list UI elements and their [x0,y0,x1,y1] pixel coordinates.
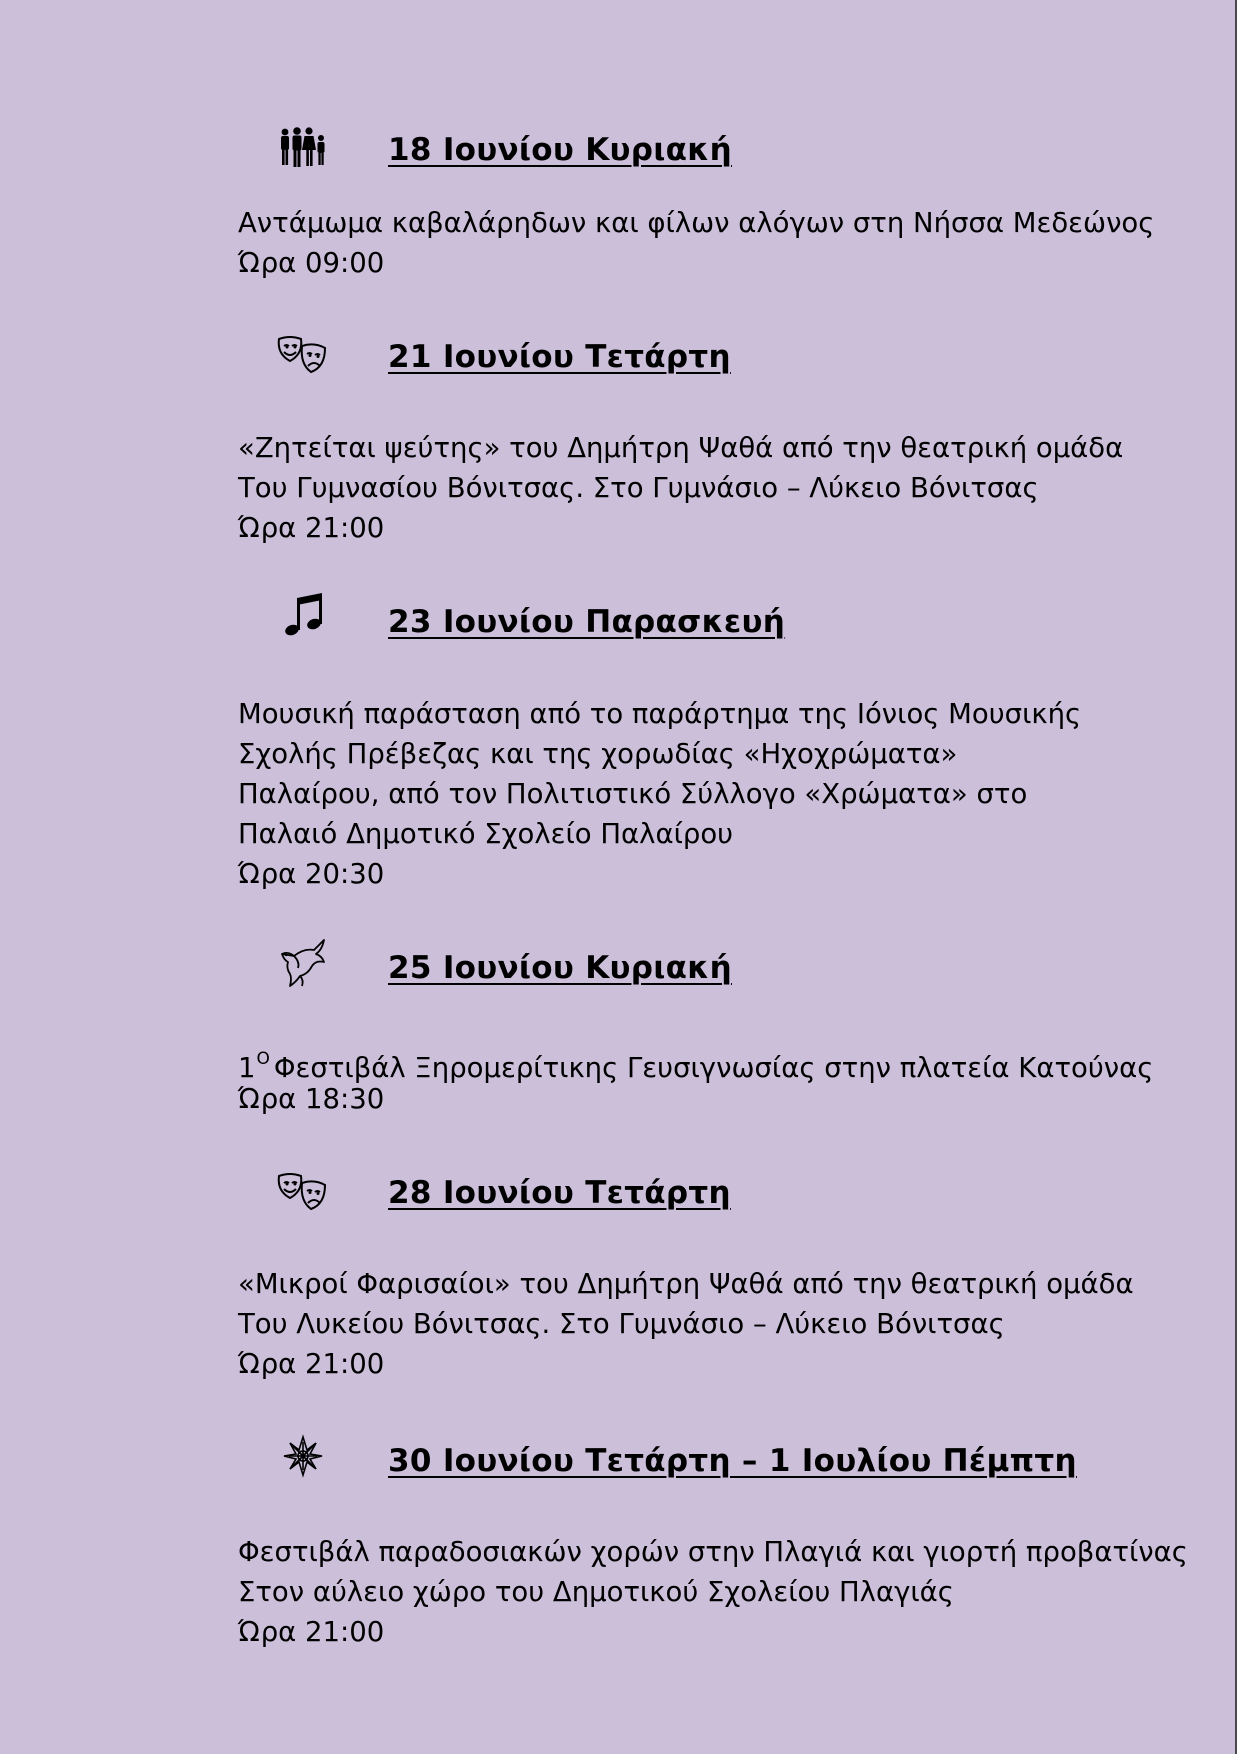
ordinal-number: 1 [238,1052,256,1084]
description-line: «Μικροί Φαρισαίοι» του Δημήτρη Ψαθά από την θεατρική ομάδα [238,1268,1134,1300]
event-time: Ώρα 18:30 [238,1083,385,1115]
event-description [238,694,1081,894]
event-time: Ώρα 20:30 [238,858,385,890]
event-date-heading: 18 Ιουνίου Κυριακή [388,132,732,168]
ordinal-suffix: Ο [256,1049,270,1069]
event-time: Ώρα 21:00 [238,512,385,544]
event-date-heading: 21 Ιουνίου Τετάρτη [388,339,731,375]
description-line: Αντάμωμα καβαλάρηδων και φίλων αλόγων στη Νήσσα Μεδεώνος [238,207,1155,239]
description-line: Του Γυμνασίου Βόνιτσας. Στο Γυμνάσιο – Λύκειο Βόνιτσας [238,472,1039,504]
event-date-heading: 23 Ιουνίου Παρασκευή [388,604,786,640]
description-line: Παλαιό Δημοτικό Σχολείο Παλαίρου [238,818,734,850]
event-description [238,1264,1134,1384]
flower-star-icon [274,1427,332,1485]
event-time: Ώρα 09:00 [238,247,385,279]
description-text: Φεστιβάλ Ξηρομερίτικης Γευσιγνωσίας στην πλατεία Κατούνας [273,1052,1154,1084]
event-description [238,428,1123,548]
event-date-heading: 28 Ιουνίου Τετάρτη [388,1175,731,1211]
family-icon [274,119,332,177]
description-line [238,1039,1154,1084]
theater-masks-icon [274,1164,332,1222]
event-description [238,1532,1188,1652]
description-line: Στον αύλειο χώρο του Δημοτικού Σχολείου Πλαγιάς [238,1576,954,1608]
event-description [238,1039,1153,1119]
event-date-heading: 30 Ιουνίου Τετάρτη – 1 Ιουλίου Πέμπτη [388,1443,1077,1479]
dove-icon [274,935,332,993]
description-line: Του Λυκείου Βόνιτσας. Στο Γυμνάσιο – Λύκειο Βόνιτσας [238,1308,1005,1340]
event-time: Ώρα 21:00 [238,1348,385,1380]
description-line: Μουσική παράσταση από το παράρτημα της Ιόνιος Μουσικής [238,698,1082,730]
description-line: Φεστιβάλ παραδοσιακών χορών στην Πλαγιά και γιορτή προβατίνας [238,1536,1188,1568]
event-time: Ώρα 21:00 [238,1616,385,1648]
description-line: Σχολής Πρέβεζας και της χορωδίας «Ηχοχρώματα» [238,738,958,770]
event-date-heading: 25 Ιουνίου Κυριακή [388,950,732,986]
description-line: Παλαίρου, από τον Πολιτιστικό Σύλλογο «Χρώματα» στο [238,778,1028,810]
theater-masks-icon [274,327,332,385]
description-line: «Ζητείται ψεύτης» του Δημήτρη Ψαθά από την θεατρική ομάδα [238,432,1124,464]
music-note-icon [274,586,332,644]
event-description [238,203,1154,283]
